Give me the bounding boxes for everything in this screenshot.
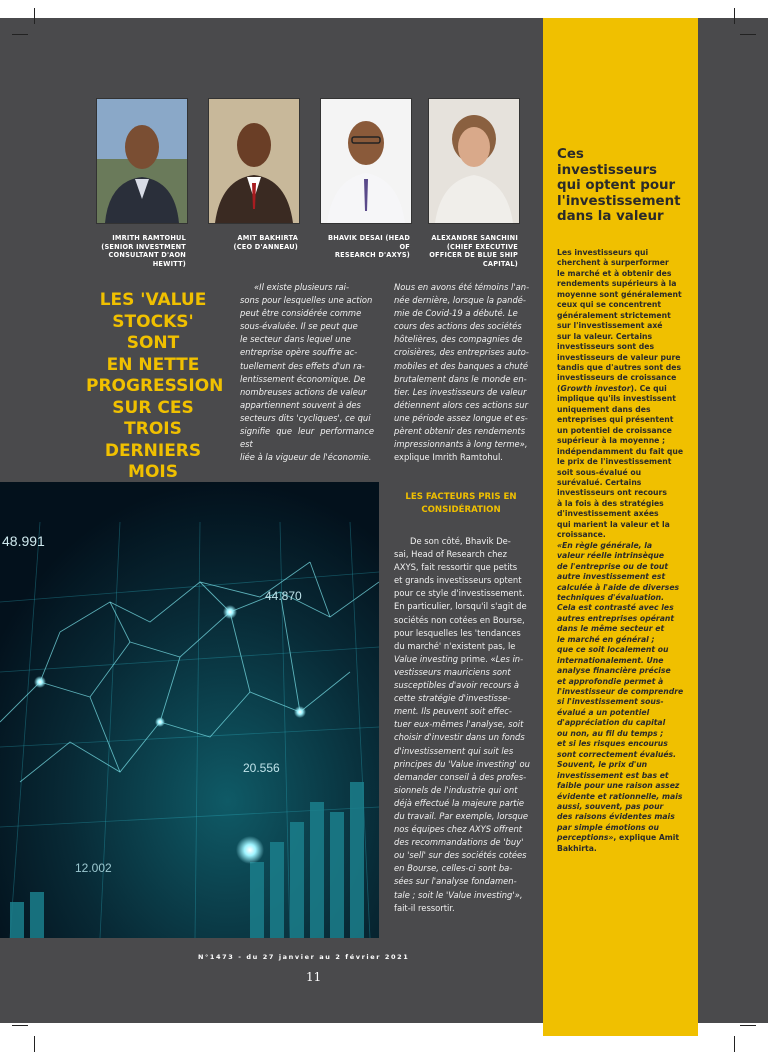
caption-line: (CHIEF EXECUTIVE: [446, 242, 518, 251]
portrait-photo-alexandre-sanchini: [428, 98, 520, 224]
text-line: tuellement des effets d'un ra-: [240, 360, 365, 371]
text-line: tier. Les investisseurs de valeur: [394, 386, 527, 397]
caption-line: BHAVIK DESAI (HEAD OF: [328, 234, 410, 251]
text-line: un potentiel de croissance: [557, 425, 672, 435]
headline-line: LES 'VALUE: [99, 290, 207, 310]
text-line: investisseurs ont recours: [557, 488, 667, 498]
text-line: «Il existe plusieurs rai-: [254, 282, 350, 292]
text-line: investisseurs sont des: [557, 342, 655, 352]
text-line: vestisseurs mauriciens sont: [394, 666, 511, 677]
text-span: , explique Amit: [613, 833, 680, 843]
caption-line: CAPITAL): [482, 259, 518, 268]
text-line: généralement strictement: [557, 310, 671, 320]
text-line: croissance.: [557, 530, 606, 540]
text-span: Growth investor: [560, 383, 631, 393]
text-line: sous-évaluée. Il se peut que: [240, 321, 358, 332]
text-line: cette stratégie d'investisse-: [394, 693, 511, 704]
caption-line: (CEO D'ANNEAU): [233, 242, 298, 251]
image-figure-label: 12.002: [75, 861, 112, 875]
crop-mark: [740, 1025, 756, 1026]
text-line: sées sur l'analyse fondamen-: [394, 876, 517, 887]
financial-network-image: [0, 482, 379, 938]
text-line: d'investissement axées: [557, 509, 659, 519]
text-line: soit sous-évalué ou: [557, 467, 642, 477]
text-line: le prix de l'investissement: [557, 457, 672, 467]
caption-line: HEWITT): [152, 259, 186, 268]
text-line: le marché et à obtenir des: [557, 268, 672, 278]
text-line: sons pour lesquelles une action: [240, 295, 373, 306]
title-line: Ces: [557, 147, 584, 162]
text-line: le secteur dans lequel une: [240, 334, 351, 345]
text-span: perceptions»: [557, 833, 614, 843]
headline-line: TROIS: [124, 419, 182, 439]
portrait-photo-bhavik-desai: [320, 98, 412, 224]
text-line: cours des actions des sociétés: [394, 321, 522, 332]
image-figure-label: 48.991: [2, 533, 45, 549]
text-line: d'appréciation du capital: [557, 718, 666, 728]
subheading-line: CONSIDÉRATION: [421, 505, 501, 515]
text-line: des recommandations de 'buy': [394, 837, 524, 848]
text-line: par simple émotions ou: [557, 822, 659, 832]
text-line: ceux qui se concentrent: [557, 300, 662, 310]
text-line: surévalué. Certains: [557, 477, 642, 487]
text-line: Bakhirta.: [557, 843, 597, 853]
crop-mark: [740, 34, 756, 35]
text-line: [557, 384, 689, 394]
text-line: le marché en général ;: [557, 634, 655, 644]
text-line: indépendamment du fait que: [557, 446, 684, 456]
text-line: l'investisseur de comprendre: [557, 687, 684, 697]
text-line: Nous en avons été témoins l'an-: [394, 282, 530, 292]
text-line: sionnels de l'industrie qui ont: [394, 784, 518, 795]
text-line: sont correctement évalués.: [557, 749, 677, 759]
text-line: que ce soit localement ou: [557, 645, 669, 655]
caption-bhavik-desai: [318, 234, 410, 260]
headline-line: DERNIERS: [104, 440, 202, 461]
caption-alexandre-sanchini: [424, 234, 518, 268]
text-line: autres entreprises opérant: [557, 613, 675, 623]
headline-line: PROGRESSION: [86, 376, 224, 396]
text-line: [557, 833, 689, 843]
text-span: Les in-: [495, 653, 524, 664]
crop-mark: [34, 1036, 35, 1052]
text-line: AXYS, fait ressortir que petits: [394, 562, 518, 573]
text-line: détiennent alors ces actions sur: [394, 399, 529, 410]
text-line: investisseurs de valeur pure: [557, 352, 681, 362]
text-line: tuer eux-mêmes l'analyse, soit: [394, 719, 524, 730]
text-line: brutalement dans le monde en-: [394, 373, 527, 384]
text-line: hôtelières, des compagnies de: [394, 334, 523, 345]
text-line: et si les risques encourus: [557, 739, 668, 749]
text-line: sai, Head of Research chez: [394, 549, 507, 560]
crop-mark: [734, 8, 735, 24]
text-line: ou non, au fil du temps ;: [557, 728, 664, 738]
text-line: évalué a un potentiel: [557, 707, 650, 717]
text-line: appartiennent souvent à des: [240, 399, 361, 410]
text-line: à la fois à des stratégies: [557, 498, 664, 508]
image-figure-label: 44.870: [265, 589, 302, 603]
text-line: mobiles et des banques a chuté: [394, 360, 529, 371]
text-line: Cela est contrasté avec les: [557, 603, 674, 613]
issue-footer: N°1473 - du 27 janvier au 2 février 2021: [198, 953, 410, 961]
text-line: signifie que leur performance est: [240, 426, 374, 450]
text-line: évidente et rationnelle, mais: [557, 791, 683, 801]
text-line: pèrent obtenir des rendements: [394, 426, 526, 437]
text-line: mie de Covid-19 a débuté. Le: [394, 308, 518, 319]
text-line: internationalement. Une: [557, 655, 664, 665]
text-line: Souvent, le prix d'un: [557, 760, 648, 770]
text-line: liée à la vigueur de l'économie.: [240, 452, 372, 463]
caption-line: (SENIOR INVESTMENT: [101, 242, 186, 251]
text-line: des raisons évidentes mais: [557, 812, 675, 822]
text-line: dans le même secteur et: [557, 624, 665, 634]
text-line: nos équipes chez AXYS offrent: [394, 824, 523, 835]
text-line: cherchent à surperformer: [557, 258, 669, 268]
subheading-line: LES FACTEURS PRIS EN: [405, 492, 517, 502]
crop-mark: [734, 1036, 735, 1052]
text-line: entreprise opère souffre ac-: [240, 347, 358, 358]
text-line: moyenne sont généralement: [557, 289, 682, 299]
text-line: choisir d'investir dans un fonds: [394, 732, 525, 743]
text-line: rendements supérieurs à la: [557, 279, 677, 289]
text-line: pour lesquelles les 'tendances: [394, 627, 521, 638]
text-line: nombreuses actions de valeur: [240, 386, 367, 397]
headline-line: SUR CES: [112, 397, 194, 418]
text-line: pour ce style d'investissement.: [394, 588, 525, 599]
section-subheading: [392, 491, 530, 517]
text-line: et grands investisseurs optent: [394, 575, 522, 586]
crop-mark: [34, 8, 35, 24]
text-line: faible pour une raison assez: [557, 781, 680, 791]
text-line: une période assez longue et es-: [394, 412, 528, 423]
text-line: principes du 'Value investing' ou: [394, 758, 530, 769]
text-line: [394, 653, 532, 666]
crop-mark: [12, 34, 28, 35]
text-line: impressionnants à long terme»,: [394, 439, 528, 450]
text-line: du marché' n'existent pas, le: [394, 640, 516, 651]
headline-line: STOCKS' SONT: [112, 311, 194, 353]
text-line: qui marient la valeur et la: [557, 519, 670, 529]
text-line: supérieur à la moyenne ;: [557, 436, 666, 446]
sidebar-body: [557, 248, 689, 854]
text-line: calculée à l'aide de diverses: [557, 582, 680, 592]
text-line: investisseurs de croissance: [557, 373, 677, 383]
caption-imrith-ramtohul: [96, 234, 186, 268]
text-line: de l'entreprise ou de tout: [557, 561, 669, 571]
caption-line: OFFICER DE BLUE SHIP: [429, 251, 518, 260]
text-span: Value investing: [394, 653, 459, 664]
headline-line: EN NETTE: [106, 354, 200, 375]
text-line: ou 'sell' sur des sociétés cotées: [394, 850, 527, 861]
headline-line: MOIS: [128, 462, 178, 482]
text-span: ). Ce qui: [630, 383, 667, 393]
caption-line: ALEXANDRE SANCHINI: [431, 234, 518, 242]
page-number: 11: [306, 970, 322, 984]
text-line: tale ; soit le 'Value investing'»,: [394, 889, 523, 900]
text-line: peut être considérée comme: [240, 308, 362, 319]
text-line: «En règle générale, la: [557, 540, 653, 550]
text-span: (: [557, 383, 561, 393]
article-column-1: [240, 281, 374, 464]
text-line: en Bourse, celles-ci sont ba-: [394, 863, 513, 874]
portrait-photo-amit-bakhirta: [208, 98, 300, 224]
text-line: déjà effectué la majeure partie: [394, 797, 525, 808]
text-line: De son côté, Bhavik De-: [410, 536, 511, 546]
caption-line: IMRITH RAMTOHUL: [112, 234, 186, 242]
text-line: si l'investissement sous-: [557, 697, 664, 707]
pull-quote-headline: [86, 290, 224, 484]
text-line: ment. Ils peuvent soit effec-: [394, 706, 512, 717]
article-column-2-bottom: [394, 535, 532, 915]
text-line: En particulier, lorsqu'il s'agit de: [394, 601, 527, 612]
text-line: demander conseil à des profes-: [394, 771, 527, 782]
text-line: entreprises qui présentent: [557, 415, 674, 425]
portrait-photo-imrith-ramtohul: [96, 98, 188, 224]
text-line: autre investissement est: [557, 572, 666, 582]
image-figure-label: 20.556: [243, 761, 280, 775]
text-line: croisières, des entreprises auto-: [394, 347, 529, 358]
crop-mark: [12, 1025, 28, 1026]
text-line: et approfondie permet à: [557, 676, 664, 686]
caption-line: CONSULTANT D'AON: [108, 251, 186, 260]
text-line: Les investisseurs qui: [557, 248, 649, 257]
text-line: née dernière, lorsque la pandé-: [394, 295, 526, 306]
text-line: sur l'investissement axé: [557, 321, 663, 331]
text-line: investissement est bas et: [557, 770, 669, 780]
text-line: lentissement économique. De: [240, 373, 366, 384]
text-line: du travail. Par exemple, lorsque: [394, 810, 529, 821]
text-line: fait-il ressortir.: [394, 902, 455, 913]
text-line: aussi, souvent, pas pour: [557, 802, 664, 812]
title-line: qui optent pour: [557, 178, 676, 194]
text-span: prime. «: [458, 653, 496, 664]
caption-amit-bakhirta: [208, 234, 298, 251]
title-line: l'investissement: [557, 193, 681, 209]
text-line: implique qu'ils investissent: [557, 394, 676, 404]
title-line: dans la valeur: [557, 209, 664, 225]
text-line: techniques d'évaluation.: [557, 592, 665, 602]
text-line: uniquement dans des: [557, 404, 651, 414]
attribution: explique Imrith Ramtohul.: [394, 452, 503, 463]
text-line: sociétés non cotées en Bourse,: [394, 614, 525, 625]
title-line: investisseurs: [557, 162, 658, 178]
text-line: secteurs dits 'cycliques', ce qui: [240, 412, 371, 423]
text-line: susceptibles d'avoir recours à: [394, 680, 520, 691]
text-line: analyse financière précise: [557, 666, 671, 676]
caption-line: RESEARCH D'AXYS): [334, 251, 410, 260]
text-line: valeur réelle intrinsèque: [557, 551, 665, 561]
caption-line: AMIT BAKHIRTA: [237, 234, 298, 242]
sidebar-title: [557, 147, 687, 225]
text-line: d'investissement qui suit les: [394, 745, 514, 756]
article-column-2-top: [394, 281, 532, 464]
text-line: tandis que d'autres sont des: [557, 362, 682, 372]
text-line: sur la valeur. Certains: [557, 331, 653, 341]
